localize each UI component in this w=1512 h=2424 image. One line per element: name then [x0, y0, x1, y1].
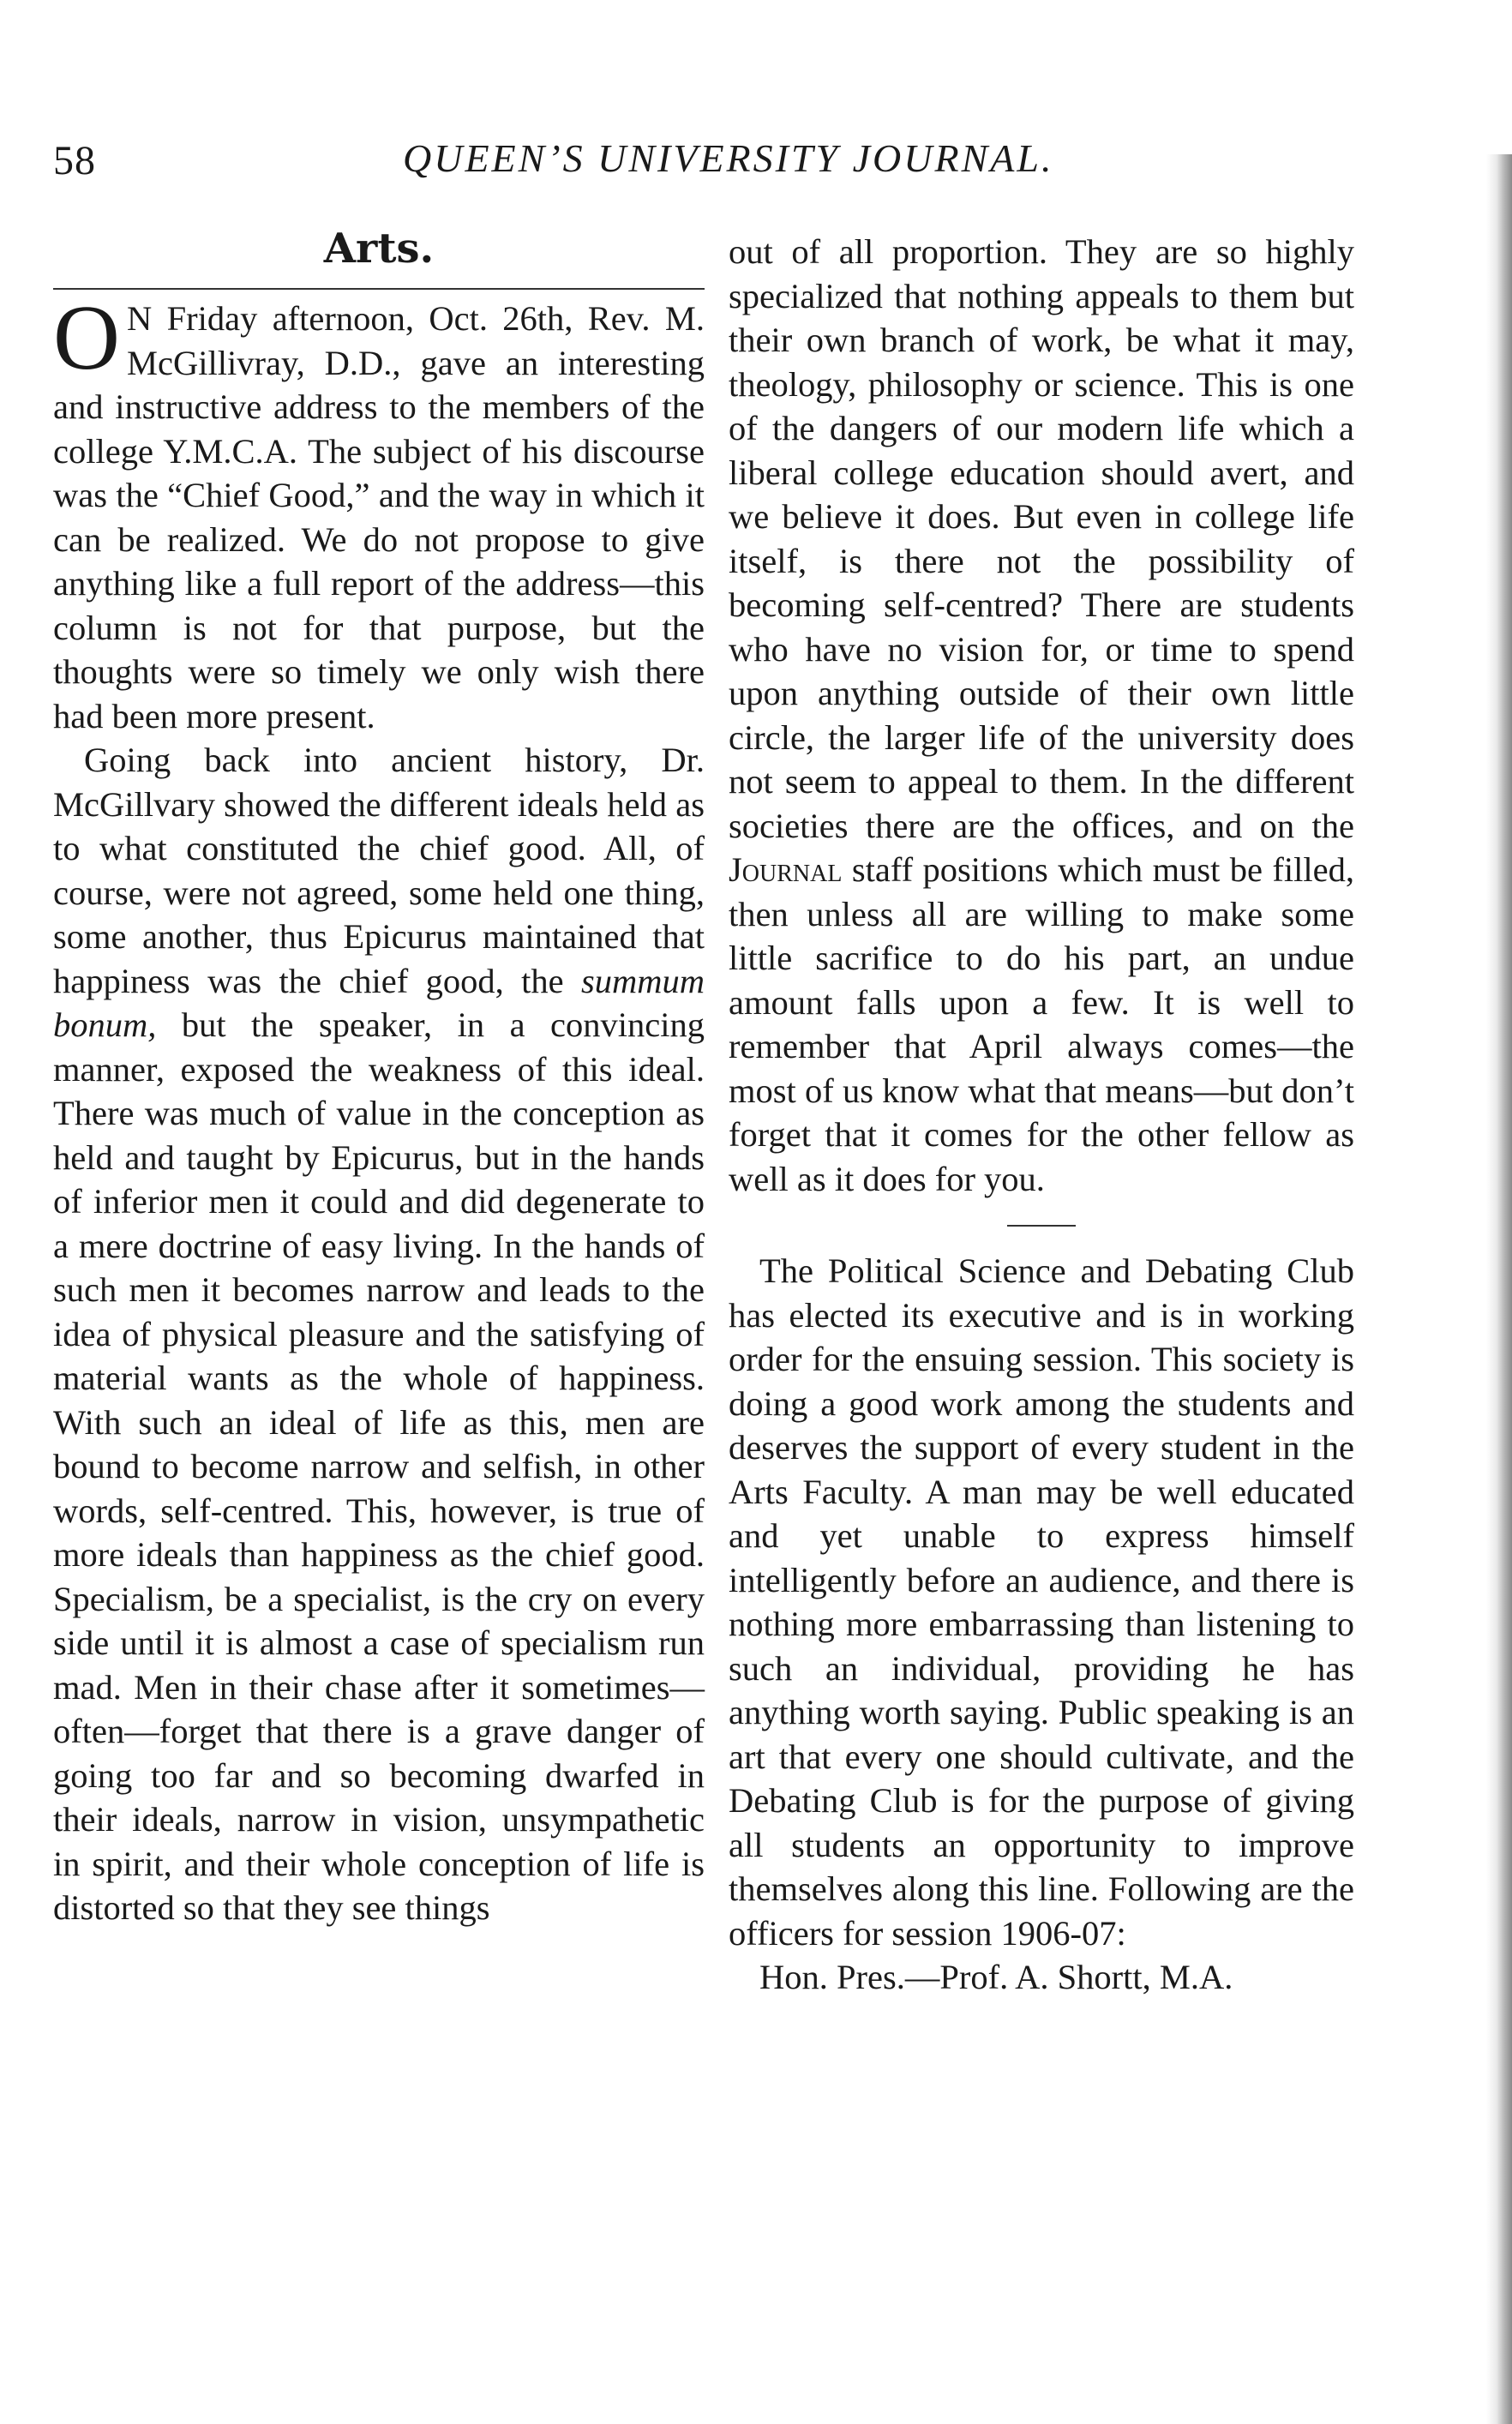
paragraph-continuation-text-a: out of all proportion. They are so highly specialized that nothing appeals to them but their own branch of work, be what it may, theology, philosophy or science. This is one of the dangers of our modern life which a liberal college education should avert, and we believe it does. But even in college life itself, is there not the possibility of becoming self-centred? There are students who have no vision for, or time to spend upon anything outside of their own little circle, the larger life of the university does not seem to appeal to them. In the different societies there are the offices, and on the [729, 232, 1354, 845]
summum-bonum-phrase: summum bonum, [53, 961, 705, 1044]
right-column [729, 230, 1354, 2000]
section-divider [1007, 1225, 1076, 1227]
paragraph-debating-club: The Political Science and Debating Club has elected its executive and is in working order for the ensuing session. This society is doing a good work among the students and deserves the support of every student in the Arts Faculty. A man may be well educated and yet unable to express himself intelligently before an audience, and there is nothing more embarrassing than listening to such an individual, providing he has anything worth saying. Public speaking is an art that every one should cultivate, and the Debating Club is for the purpose of giving all students an opportunity to improve themselves along this line. Following are the officers for session 1906-07: [729, 1251, 1354, 1953]
page-number: 58 [53, 138, 96, 183]
left-column [53, 221, 705, 1930]
paragraph-chief-good-text-a: Going back into ancient history, Dr. McGillvary showed the different ideals held as to what constituted the chief good. All, of course, were not agreed, some held one thing, some another, thus Epicurus maintained that happiness was the chief good, the [53, 741, 705, 1000]
paragraph-chief-good-text-b: but the speaker, in a convincing manner, exposed the weakness of this ideal. There was much of value in the conception as held and taught by Epicurus, but in the hands of inferior men it could and did degenerate to a mere doctrine of easy living. In the hands of such men it becomes narrow and leads to the idea of physical pleasure and the satisfying of material wants as the whole of happiness. With such an ideal of life as this, men are bound to become narrow and selfish, in other words, self-centred. This, however, is true of more ideals than happiness as the chief good. Specialism, be a specialist, is the cry on every side until it is almost a case of specialism run mad. Men in their chase after it sometimes—often—forget that there is a grave danger of going too far and so becoming dwarfed in their ideals, narrow in vision, unsympathetic in spirit, and their whole conception of life is distorted so that they see things [53, 1005, 705, 1927]
scanned-page-edge [1486, 154, 1512, 2424]
title-rule [53, 288, 705, 290]
paragraph-continuation-text-b: staff positions which must be filled, then unless all are willing to make some little sacrifice to do his part, an undue amount falls upon a few. It is well to remember that April always comes—the most of us know what that means—but don’t forget that it comes for the other fellow as well as it does for you. [729, 850, 1354, 1198]
officer-line: Hon. Pres.—Prof. A. Shortt, M.A. [759, 1958, 1233, 1996]
journal-title: QUEEN’S UNIVERSITY JOURNAL. [403, 136, 1054, 180]
paragraph-continuation [729, 230, 1354, 1201]
paragraph-ymca-address: ON Friday afternoon, Oct. 26th, Rev. M. McGillivray, D.D., gave an interesting and instructive address to the members of the college Y.M.C.A. The subject of his discourse was the “Chief Good,” and the way in which it can be realized. We do not propose to give anything like a full report of the address—this column is not for that purpose, but the thoughts were so timely we only wish there had been more present. [53, 287, 705, 735]
paragraph-chief-good [53, 738, 705, 1930]
journal-word: Journal [729, 850, 843, 889]
section-title: Arts. [323, 225, 435, 273]
